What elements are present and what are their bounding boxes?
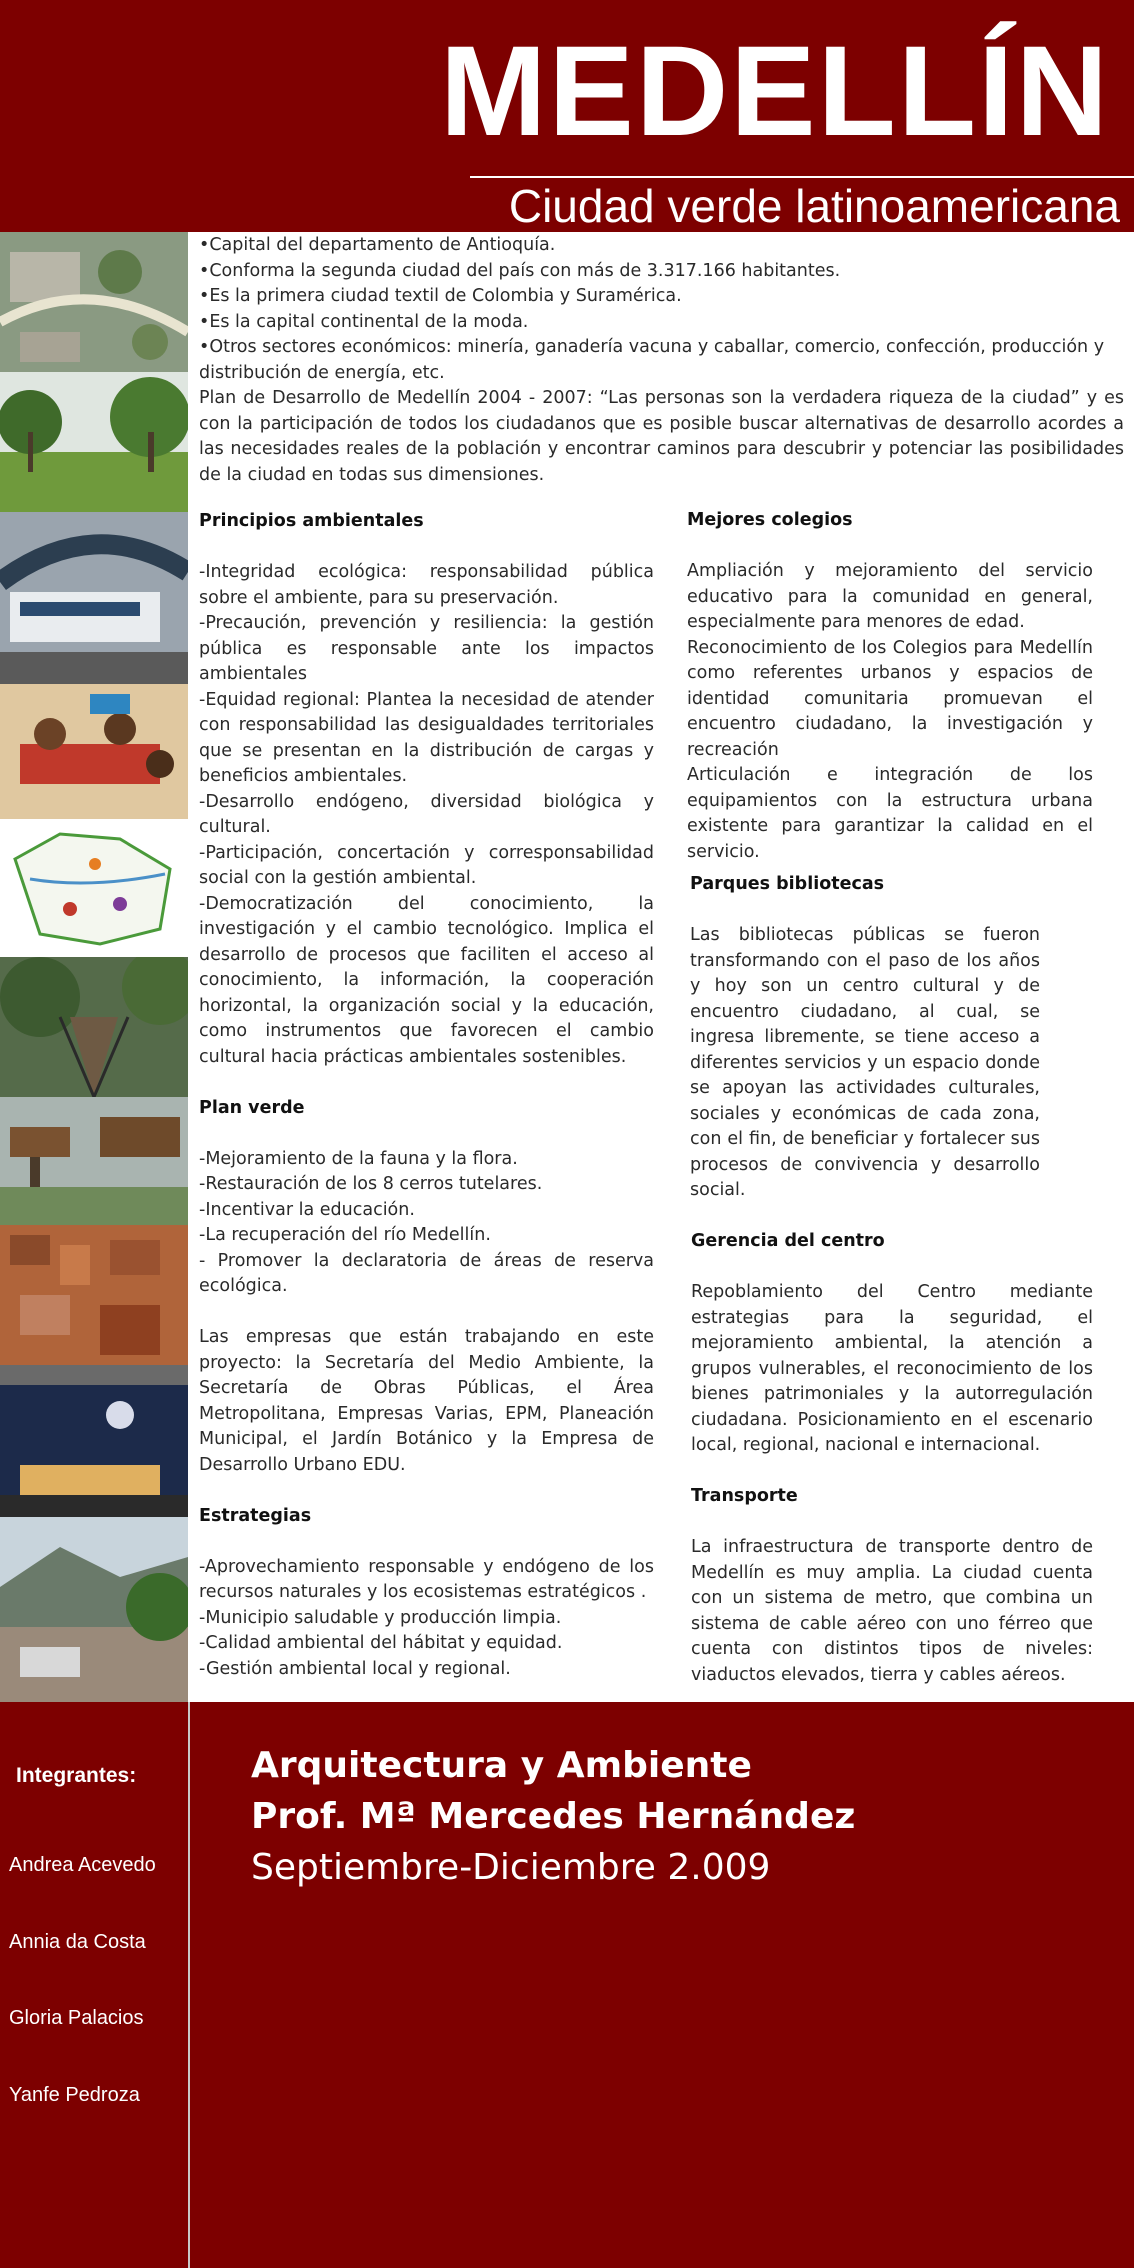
plan-verde-item: -Restauración de los 8 cerros tutelares. xyxy=(199,1174,543,1194)
plan-verde-item: -Mejoramiento de la fauna y la flora. xyxy=(199,1148,518,1169)
principio-item: -Participación, concertación y corresponsabilidad social con la gestión ambiental. xyxy=(199,842,654,888)
estrategia-item: -Aprovechamiento responsable y endógeno de los recursos naturales y los ecosistemas estratégicos . xyxy=(199,1556,654,1602)
header-banner xyxy=(0,0,1134,232)
principios-heading: Principios ambientales xyxy=(199,511,424,531)
course-period: Septiembre-Diciembre 2.009 xyxy=(251,1847,771,1888)
intro-bullet: •Capital del departamento de Antioquía. xyxy=(199,235,556,255)
estrategia-item: -Calidad ambiental del hábitat y equidad. xyxy=(199,1633,563,1653)
principio-item: -Equidad regional: Plantea la necesidad de atender con responsabilidad las desigualdades territoriales que se presentan en la distribución de cargas y beneficios ambientales. xyxy=(199,689,654,786)
gerencia-paragraph: Repoblamiento del Centro mediante estrategias para la seguridad, el mejoramiento ambiental, la atención a grupos vulnerables, el reconocimiento de los bienes patrimoniales y la autorregulación ciudadana. Posicionamiento en el escenario local, regional, nacional e internacional. xyxy=(691,1282,1093,1455)
park-trees-photo xyxy=(0,372,188,512)
parques-section xyxy=(690,872,1040,1204)
colegios-heading: Mejores colegios xyxy=(687,510,853,530)
parques-paragraph: Las bibliotecas públicas se fueron transformando con el paso de los años y hoy son un centro cultural y de encuentro ciudadano, al cual, se ingresa libremente, se tiene acceso a diferentes servicios y un espacio donde se apoyan las actividades culturales, sociales y económicas de cada zona, con el fin, de beneficiar y fortalecer sus procesos de convivencia y desarrollo social. xyxy=(690,925,1040,1200)
plan-verde-item: - Promover la declaratoria de áreas de reserva ecológica. xyxy=(199,1250,654,1296)
gerencia-heading: Gerencia del centro xyxy=(691,1231,885,1251)
colegios-section xyxy=(687,508,1093,865)
member-name: Yanfe Pedroza xyxy=(9,2084,140,2106)
colegios-paragraph: Ampliación y mejoramiento del servicio educativo para la comunidad en general, especialmente para menores de edad. xyxy=(687,561,1093,632)
city-map-illustration xyxy=(0,819,188,957)
left-column xyxy=(199,509,654,1682)
library-park-photo xyxy=(0,1097,188,1225)
intro-bullet: •Es la primera ciudad textil de Colombia y Suramérica. xyxy=(199,286,682,306)
page-subtitle: Ciudad verde latinoamericana xyxy=(508,180,1120,232)
plan-verde-item: -La recuperación del río Medellín. xyxy=(199,1225,491,1245)
intro-bullet: •Conforma la segunda ciudad del país con más de 3.317.166 habitantes. xyxy=(199,260,841,281)
empresas-paragraph: Las empresas que están trabajando en este proyecto: la Secretaría del Medio Ambiente, la Secretaría de Obras Públicas, el Área Metropolitana, Empresas Varias, EPM, Planeación Municipal, el Jardín Botánico y la Empresa de Desarrollo Urbano EDU. xyxy=(199,1327,654,1475)
plan-verde-heading: Plan verde xyxy=(199,1097,305,1118)
principio-item: -Desarrollo endógeno, diversidad biológica y cultural. xyxy=(199,791,654,837)
transporte-paragraph: La infraestructura de transporte dentro de Medellín es muy amplia. La ciudad cuenta con un sistema de metro, que combina un sistema de cable aéreo con uno férreo que cuenta con distintos tipos de niveles: viaductos elevados, tierra y cables aéreos. xyxy=(691,1537,1093,1685)
intro-section xyxy=(199,233,1124,488)
colegios-paragraph: Articulación e integración de los equipamientos con la estructura urbana existente para garantizar la calidad en el servicio. xyxy=(687,765,1093,862)
plan-paragraph: Plan de Desarrollo de Medellín 2004 - 2007: “Las personas son la verdadera riqueza de la ciudad” y es con la participación de todos los ciudadanos que es posible buscar alternativas de desarrollo acordes a las necesidades reales de la población y encontrar caminos para descubrir y potenciar las posibilidades de la ciudad en todas sus dimensiones. xyxy=(199,388,1124,485)
member-name: Annia da Costa xyxy=(9,1931,146,1953)
photo-strip xyxy=(0,232,188,1702)
footer-banner xyxy=(0,1702,1134,2268)
hillside-city-photo xyxy=(0,1225,188,1385)
principio-item: -Precaución, prevención y resiliencia: la gestión pública es responsable ante los impactos ambientales xyxy=(199,613,654,684)
professor-name: Prof. Mª Mercedes Hernández xyxy=(251,1796,856,1837)
plan-verde-item: -Incentivar la educación. xyxy=(199,1199,415,1220)
estrategia-item: -Municipio saludable y producción limpia. xyxy=(199,1607,562,1628)
gerencia-transporte-section xyxy=(691,1229,1093,1688)
aerial-park-photo xyxy=(0,232,188,372)
children-classroom-photo xyxy=(0,684,188,819)
parques-heading: Parques bibliotecas xyxy=(690,874,885,894)
transporte-heading: Transporte xyxy=(691,1486,798,1506)
page-title: MEDELLÍN xyxy=(439,20,1110,163)
integrantes-label: Integrantes: xyxy=(16,1764,137,1787)
intro-bullet: •Otros sectores económicos: minería, ganadería vacuna y caballar, comercio, confección, producción y distribución de energía, etc. xyxy=(199,337,1105,383)
valley-city-photo xyxy=(0,1517,188,1702)
estrategia-item: -Gestión ambiental local y regional. xyxy=(199,1658,511,1679)
night-building-photo xyxy=(0,1385,188,1517)
principio-item: -Integridad ecológica: responsabilidad pública sobre el ambiente, para su preservación. xyxy=(199,562,654,608)
suspension-bridge-photo xyxy=(0,957,188,1097)
credits-block xyxy=(251,1740,855,1893)
principio-item: -Democratización del conocimiento, la investigación y el cambio tecnológico. Implica el desarrollo de procesos que faciliten el acceso al conocimiento, la información, la cooperación horizontal, la organización social y la educación, como instrumentos que favorecen el cambio cultural hacia prácticas ambientales sostenibles. xyxy=(199,893,654,1067)
footer-divider xyxy=(188,1702,190,2268)
course-name: Arquitectura y Ambiente xyxy=(251,1745,752,1786)
colegios-paragraph: Reconocimiento de los Colegios para Medellín como referentes urbanos y espacios de identidad comunitaria promuevan el encuentro ciudadano, la investigación y recreación xyxy=(687,637,1093,760)
metro-station-photo xyxy=(0,512,188,684)
intro-bullet: •Es la capital continental de la moda. xyxy=(199,311,529,332)
member-name: Andrea Acevedo xyxy=(9,1854,156,1876)
estrategias-heading: Estrategias xyxy=(199,1505,312,1526)
member-name: Gloria Palacios xyxy=(9,2007,144,2029)
